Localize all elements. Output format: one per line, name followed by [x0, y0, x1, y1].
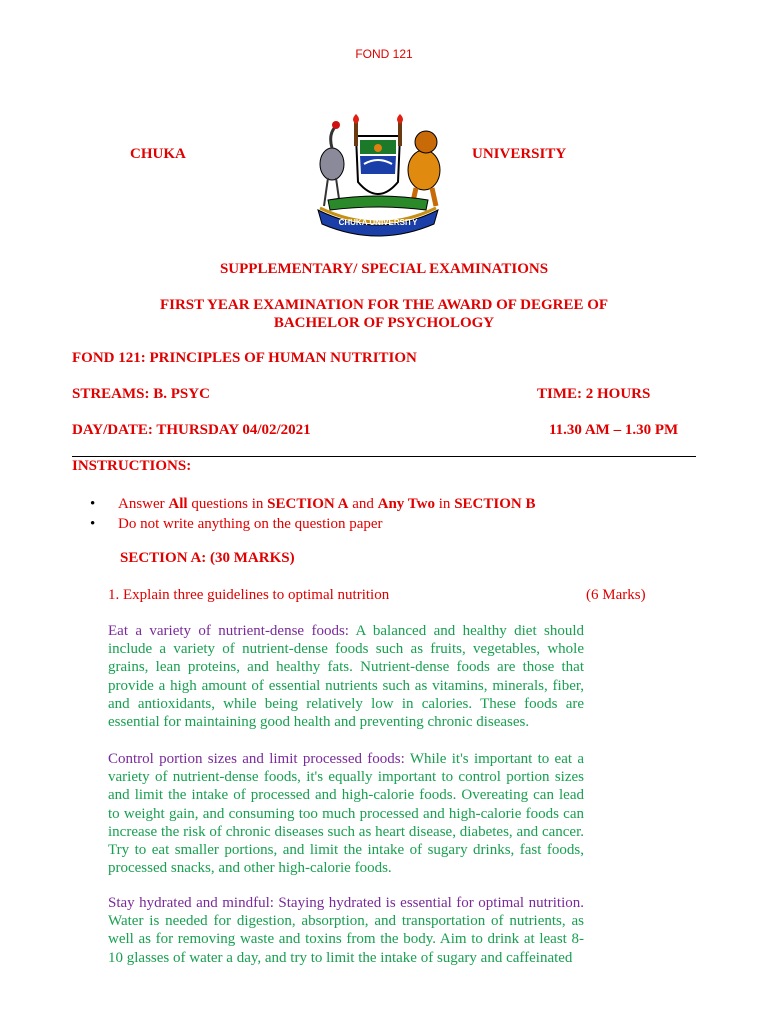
- logo-ribbon-text: CHUKA UNIVERSITY: [338, 218, 418, 227]
- university-coat-of-arms-logo: [298, 112, 458, 240]
- day-date-label: DAY/DATE: THURSDAY 04/02/2021: [72, 422, 311, 438]
- answer-paragraph-1: Eat a variety of nutrient-dense foods: A balanced and healthy diet should include a variety of nutrient-dense foods such as fruits, vegetables, whole grains, lean proteins, and healthy fats. Nutrient-dense foods are those that provide a high amount of essential nutrients such as vitamins, minerals, fiber, and antioxidants, while being relatively low in calories. These foods are essential for maintaining good health and preventing chronic diseases.: [108, 623, 584, 731]
- header-divider: [72, 456, 696, 457]
- award-line-2: BACHELOR OF PSYCHOLOGY: [273, 315, 495, 331]
- instructions-list: [72, 494, 535, 534]
- time-range-label: 11.30 AM – 1.30 PM: [549, 422, 679, 438]
- university-name-left: CHUKA: [130, 146, 186, 162]
- section-a-heading: SECTION A: (30 MARKS): [120, 550, 295, 566]
- university-name-right: UNIVERSITY: [472, 146, 567, 162]
- question-1-text: 1. Explain three guidelines to optimal nutrition: [108, 587, 390, 603]
- question-1-marks: (6 Marks): [586, 587, 646, 603]
- streams-label: STREAMS: B. PSYC: [72, 386, 210, 402]
- instructions-heading: INSTRUCTIONS:: [72, 458, 192, 474]
- answer-paragraph-2: Control portion sizes and limit processed foods: While it's important to eat a variety of nutrient-dense foods, it's equally important to control portion sizes and limit the intake of processed and high-calorie foods. Overeating can lead to weight gain, and consuming too much processed and high-calorie foods can increase the risk of chronic diseases such as heart disease, diabetes, and cancer. Try to eat smaller portions, and limit the intake of sugary drinks, fast foods, processed snacks, and other high-calorie foods.: [108, 751, 584, 877]
- course-code-header: FOND 121: [355, 47, 413, 61]
- instruction-item-2: • Do not write anything on the question paper: [72, 514, 535, 534]
- time-label: TIME: 2 HOURS: [537, 386, 651, 402]
- exam-type-heading: SUPPLEMENTARY/ SPECIAL EXAMINATIONS: [219, 261, 549, 277]
- course-title: FOND 121: PRINCIPLES OF HUMAN NUTRITION: [72, 350, 417, 366]
- answer-paragraph-3: Stay hydrated and mindful: Staying hydrated is essential for optimal nutrition. Water is needed for digestion, absorption, and transportation of nutrients, as well as for removing waste and toxins from the body. Aim to drink at least 8-10 glasses of water a day, and try to limit the intake of sugary and caffeinated: [108, 895, 584, 966]
- award-line-1: FIRST YEAR EXAMINATION FOR THE AWARD OF DEGREE OF: [159, 297, 609, 313]
- instruction-item-1: • Answer All questions in SECTION A and Any Two in SECTION B: [72, 494, 535, 514]
